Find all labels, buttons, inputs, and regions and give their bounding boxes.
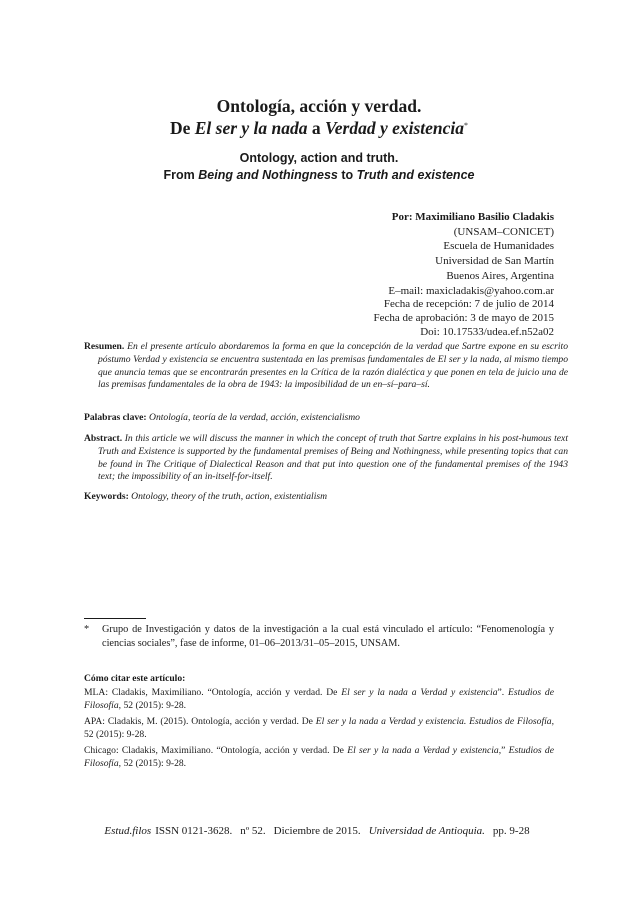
footer-pages: pp. 9-28 [492,825,530,837]
resumen-paragraph [84,341,568,392]
title-en-connector: to [337,168,357,182]
footnote [84,623,554,651]
author-affiliation: (UNSAM–CONICET) [453,225,554,238]
title-work-1: El ser y la nada [194,118,308,138]
author-city: Buenos Aires, Argentina [446,269,554,282]
doi[interactable]: Doi: 10.17533/udea.ef.n52a02 [420,326,554,338]
resumen-text: En el presente artículo abordaremos la forma en que la concepción de la verdad que Sartre expone en su escrito póstumo Verdad y existencia se encuentra sustentada en las premisas fundamentales de El ser y la nada, al mismo tiempo que anuncia temas que se encontrarán presentes en la Crítica de la razón dialéctica y que ponen en tela de juicio una de las premisas fundamentales de la obra de 1943: la imposibilidad de un en–sí–para–sí. [98,341,568,391]
title-footnote-marker[interactable]: * [464,121,469,130]
title-en-work-1: Being and Nothingness [198,168,338,182]
author-block [254,210,554,298]
citation-apa [84,715,554,741]
author-university: Universidad de San Martín [435,255,554,268]
title-prefix: De [169,118,195,138]
chicago-part: ,” [498,745,509,756]
footnote-text: Grupo de Investigación y datos de la investigación a la cual está vinculado el artículo: “Fenomenología y ciencias sociales”, fase de informe, 01–06–2013/31–05–2015, UNSAM. [102,624,554,649]
keywords [84,491,554,504]
dates-block [254,297,554,339]
mla-work: El ser y la nada a Verdad y existencia [341,687,498,698]
footer-university: Universidad de Antioquia. [368,825,485,837]
title-english-line1: Ontology, action and truth. [239,151,399,165]
citation-chicago [84,744,554,770]
chicago-part: 52 (2015): 9-28. [121,758,187,769]
author-name: Por: Maximiliano Basilio Cladakis [391,211,554,223]
keywords-text: Ontology, theory of the truth, action, existentialism [131,491,328,502]
abstract-paragraph [84,433,568,484]
title-spanish [84,95,554,139]
title-spanish-line2 [84,117,554,139]
title-english [84,150,554,184]
title-en-prefix: From [163,168,199,182]
abstract-text: In this article we will discuss the manner in which the concept of truth that Sartre explains in his post-humous text Truth and Existence is supported by the fundamental premises of Being and Nothingness, while presenting topics that can be found in The Critique of Dialectical Reason and that put into question one of the fundamental premises of the 1943 text; the impossibility of an in-itself-for-itself. [98,433,568,483]
palabras-text: Ontología, teoría de la verdad, acción, existencialismo [149,412,360,423]
footer-issn: ISSN 0121-3628. [155,825,233,837]
title-work-2: Verdad y existencia [325,118,465,138]
mla-journal: Estudios de Filosofía, [84,687,554,711]
footer-date: Diciembre de 2015. [273,825,361,837]
abstract-label: Abstract. [84,433,123,444]
palabras-clave [84,412,554,425]
mla-part: 52 (2015): 9-28. [121,700,187,711]
footnote-divider [84,618,146,619]
resumen-label: Resumen. [84,341,125,352]
paper-page [84,0,568,916]
title-en-work-2: Truth and existence [356,168,475,182]
keywords-label: Keywords: [84,491,129,502]
citation-mla [84,686,554,712]
title-english-line2 [84,167,554,184]
chicago-journal: Estudios de Filosofía, [84,745,554,769]
mla-part: MLA: Cladakis, Maximiliano. “Ontología, acción y verdad. De [84,687,342,698]
apa-part: APA: Cladakis, M. (2015). Ontología, acción y verdad. De [84,716,316,727]
apa-part: 52 (2015): 9-28. [84,729,147,740]
footnote-marker: * [84,624,90,635]
apa-work: El ser y la nada a Verdad y existencia. Estudios de Filosofía, [315,716,554,727]
citation-heading: Cómo citar este artículo: [84,673,186,684]
date-approved: Fecha de aprobación: 3 de mayo de 2015 [373,312,554,324]
date-received: Fecha de recepción: 7 de julio de 2014 [383,298,554,310]
palabras-label: Palabras clave: [84,412,147,423]
author-school: Escuela de Humanidades [443,240,554,253]
mla-part: ”. [497,687,509,698]
chicago-work: El ser y la nada a Verdad y existencia [347,745,499,756]
footer-issue: nº 52. [240,825,266,837]
title-spanish-line1: Ontología, acción y verdad. [216,96,422,116]
title-connector: a [307,118,326,138]
page-footer [84,824,554,838]
footer-journal: Estud.filos [104,825,152,837]
author-email[interactable]: E–mail: maxicladakis@yahoo.com.ar [388,284,554,297]
chicago-part: Chicago: Cladakis, Maximiliano. “Ontología, acción y verdad. De [84,745,348,756]
